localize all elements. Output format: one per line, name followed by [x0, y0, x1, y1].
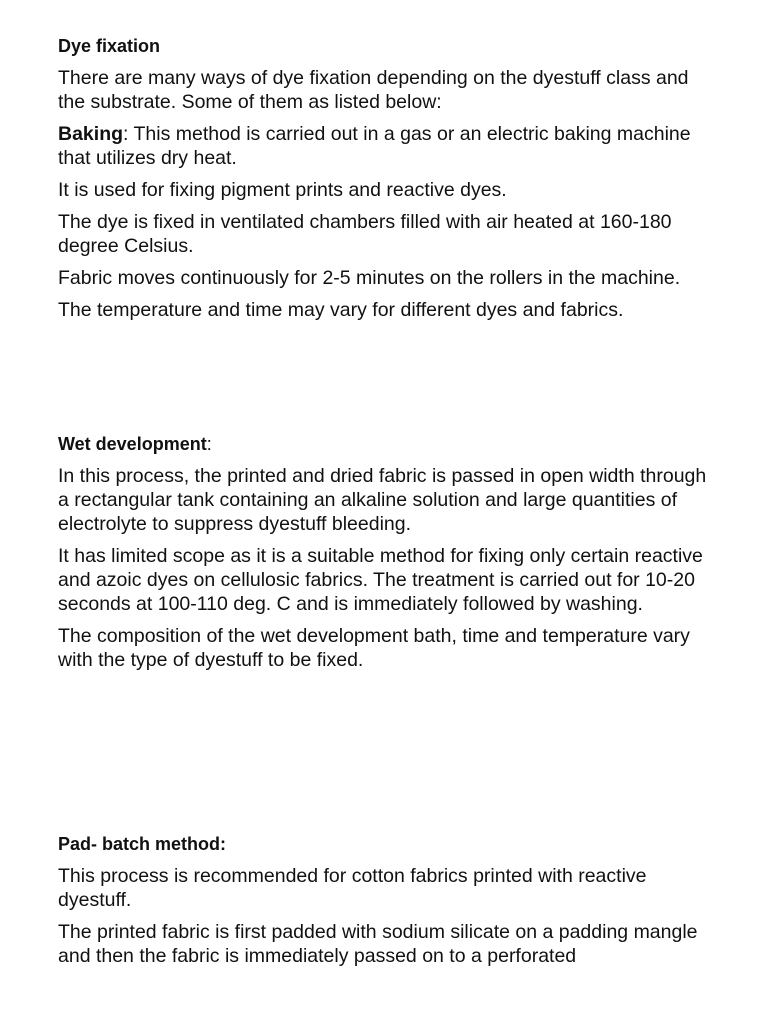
paragraph: In this process, the printed and dried fabric is passed in open width through a rectangular tank containing an alkaline solution and large quantities of electrolyte to suppress dyestuff bleeding.	[58, 465, 707, 535]
paragraph: The dye is fixed in ventilated chambers filled with air heated at 160-180 degree Celsius.	[58, 211, 672, 257]
document-body	[58, 34, 718, 976]
paragraph: Fabric moves continuously for 2-5 minutes on the rollers in the machine.	[58, 267, 681, 289]
baking-label: Baking	[58, 123, 124, 145]
section-heading-pad-batch: Pad- batch method:	[58, 834, 227, 854]
paragraph: The printed fabric is first padded with sodium silicate on a padding mangle and then the fabric is immediately passed on to a perforated	[58, 921, 698, 967]
paragraph: There are many ways of dye fixation depending on the dyestuff class and the substrate. Some of them as listed below:	[58, 67, 689, 113]
paragraph-baking	[58, 122, 718, 170]
spacer	[58, 330, 718, 432]
section-heading-dye-fixation: Dye fixation	[58, 36, 161, 56]
spacer	[58, 680, 718, 832]
heading-colon: :	[206, 434, 212, 454]
paragraph: This process is recommended for cotton fabrics printed with reactive dyestuff.	[58, 865, 647, 911]
section-heading-wet-development	[58, 432, 718, 456]
paragraph: The composition of the wet development bath, time and temperature vary with the type of dyestuff to be fixed.	[58, 625, 690, 671]
wet-development-title: Wet development	[58, 434, 207, 454]
paragraph: The temperature and time may vary for different dyes and fabrics.	[58, 299, 624, 321]
paragraph: It is used for fixing pigment prints and reactive dyes.	[58, 179, 507, 201]
baking-text: : This method is carried out in a gas or an electric baking machine that utilizes dry heat.	[58, 123, 691, 169]
paragraph: It has limited scope as it is a suitable method for fixing only certain reactive and azoic dyes on cellulosic fabrics. The treatment is carried out for 10-20 seconds at 100-110 deg. C and is immediately followed by washing.	[58, 545, 703, 615]
